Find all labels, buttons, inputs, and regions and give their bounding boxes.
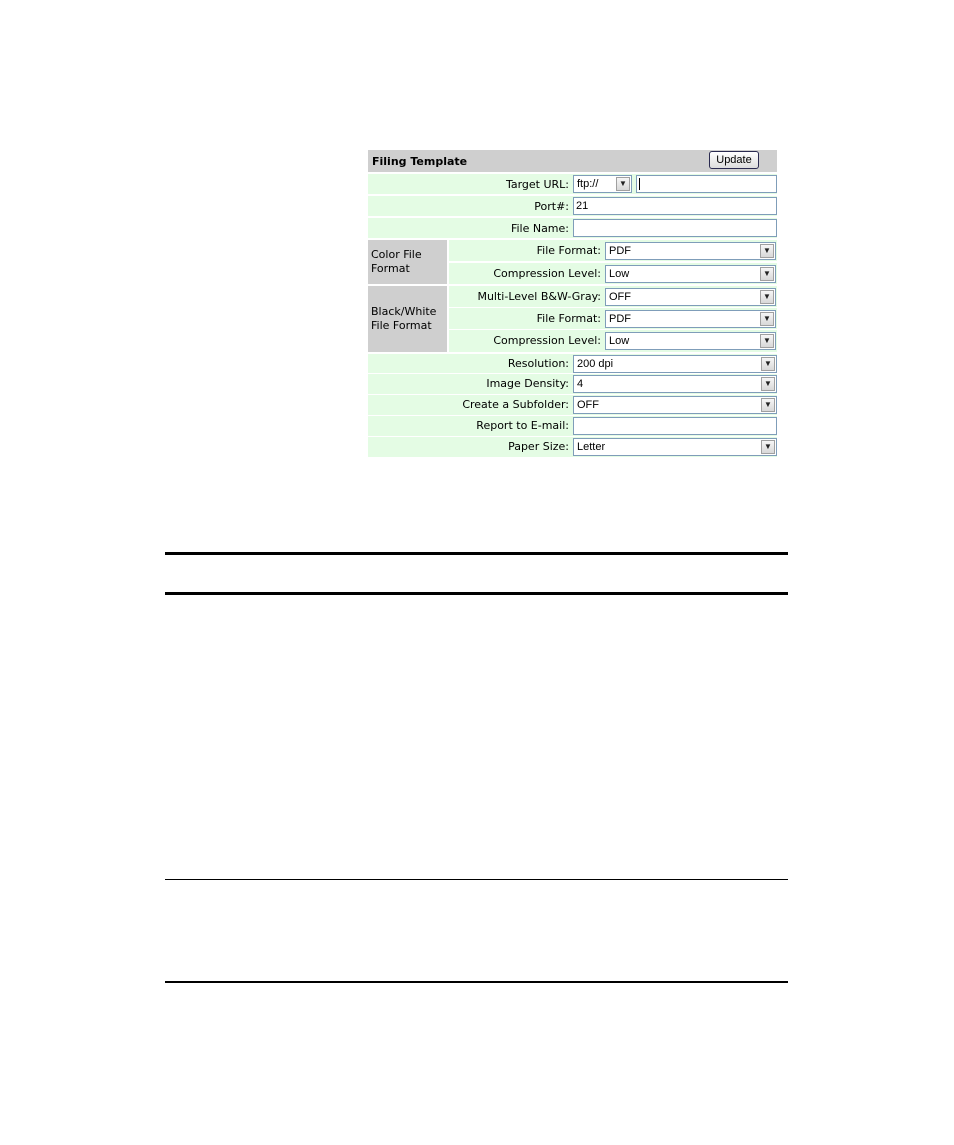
divider-rule [165,879,788,880]
subfolder-row [368,395,777,415]
bw-compression-label: Compression Level: [493,334,601,347]
protocol-value: ftp:// [577,178,599,190]
file-name-input[interactable] [573,219,777,237]
divider-rule [165,592,788,595]
chevron-down-icon: ▼ [760,334,774,348]
chevron-down-icon: ▼ [760,312,774,326]
image-density-select[interactable]: 4 ▼ [573,375,777,393]
paper-size-label: Paper Size: [508,440,569,453]
resolution-label: Resolution: [507,357,569,370]
color-file-format-field-label: File Format: [536,244,601,257]
form-title: Filing Template [372,155,468,168]
chevron-down-icon: ▼ [761,440,775,454]
protocol-select[interactable] [573,175,632,193]
chevron-down-icon: ▼ [761,377,775,391]
bw-compression-row [449,330,777,352]
color-file-format-label: Color File Format [368,240,447,284]
target-url-row [368,174,777,194]
resolution-select[interactable]: 200 dpi ▼ [573,355,777,373]
color-file-format-row [449,240,777,261]
subfolder-label: Create a Subfolder: [462,398,569,411]
file-name-row [368,218,777,238]
update-button[interactable]: Update [709,151,759,169]
paper-size-row [368,437,777,457]
chevron-down-icon: ▼ [760,290,774,304]
image-density-label: Image Density: [486,377,569,390]
port-row [368,196,777,216]
color-compression-row [449,263,777,284]
chevron-down-icon: ▼ [761,398,775,412]
multi-level-label: Multi-Level B&W-Gray: [477,290,601,303]
bw-file-format-select[interactable]: PDF ▼ [605,310,776,328]
subfolder-select[interactable]: OFF ▼ [573,396,777,414]
chevron-down-icon: ▼ [760,244,774,258]
paper-size-select[interactable]: Letter ▼ [573,438,777,456]
bw-file-format-row [449,308,777,329]
bw-file-format-label: Black/White File Format [368,286,447,352]
bw-compression-select[interactable]: Low ▼ [605,332,776,350]
file-name-label: File Name: [510,222,569,235]
multi-level-select[interactable]: OFF ▼ [605,288,776,306]
target-url-label: Target URL: [505,178,569,191]
bw-file-format-field-label: File Format: [536,312,601,325]
report-email-row [368,416,777,436]
port-input[interactable]: 21 [573,197,777,215]
report-email-label: Report to E-mail: [476,419,569,432]
multi-level-row [449,286,777,307]
chevron-down-icon: ▼ [760,267,774,281]
text-cursor [639,178,640,190]
chevron-down-icon: ▼ [761,357,775,371]
chevron-down-icon: ▼ [616,177,630,191]
color-compression-label: Compression Level: [493,267,601,280]
form-header [368,150,777,172]
color-file-format-select[interactable]: PDF ▼ [605,242,776,260]
divider-rule [165,552,788,555]
color-compression-select[interactable]: Low ▼ [605,265,776,283]
port-label: Port#: [534,200,569,213]
resolution-row [368,354,777,373]
target-url-input[interactable] [636,175,777,193]
image-density-row [368,374,777,394]
divider-rule [165,981,788,983]
report-email-input[interactable] [573,417,777,435]
